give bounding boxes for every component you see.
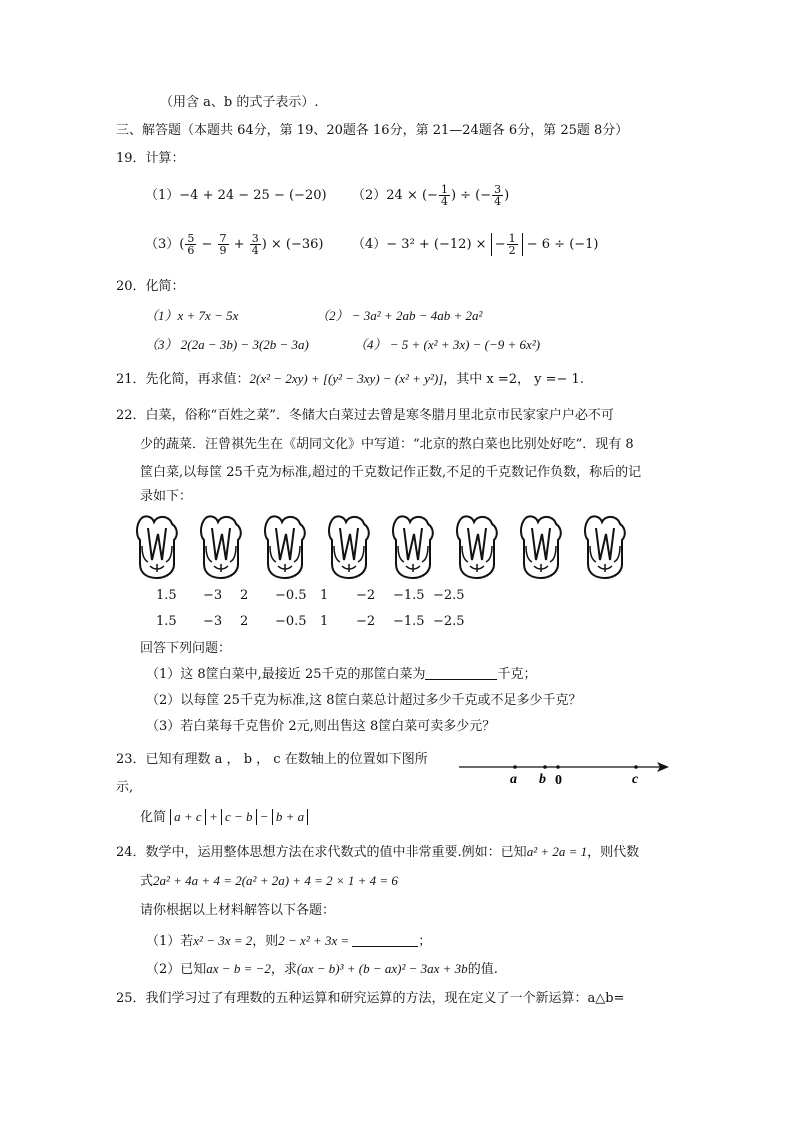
q24-example-equation: 2a² + 4a + 4 = 2(a² + 2a) + 4 = 2 × 1 + 4 = 6 (153, 873, 398, 888)
q20-part4: （4） − 5 + (x² + 3x) − (−9 + 6x²) (354, 337, 541, 352)
q24-line1 (116, 843, 639, 862)
fraction-denominator: 2 (508, 244, 516, 257)
q22-sub1 (146, 666, 537, 684)
q19-heading: 19．计算： (116, 151, 185, 166)
cabbage-value: 2 (240, 614, 249, 629)
q19-part4-prefix: （4）− 3² + (−12) × (352, 237, 487, 252)
fraction-denominator: 4 (251, 244, 259, 257)
q24-sub2-end: 的值. (467, 962, 498, 977)
q22-sub2: （2）以每筐 25千克为标准,这 8筐白菜总计超过多少千克或不足多少千克？ (146, 693, 582, 708)
cabbage-value: −0.5 (275, 614, 307, 629)
q19-part4-absolute-value (491, 233, 523, 256)
q19-part3-fraction1 (185, 233, 196, 256)
q19-part3-op2: + (229, 237, 249, 252)
q22-line4: 录如下： (140, 489, 193, 504)
q24-sub1-given: x² − 3x = 2 (193, 933, 253, 948)
fraction-numerator: 3 (251, 232, 259, 245)
q24-sub2-expression: (ax − b)³ + (b − ax)² − 3ax + 3b (296, 961, 468, 976)
q19-part4 (352, 232, 599, 258)
q19-part2-fraction2 (492, 184, 503, 207)
fraction-numerator: 3 (494, 183, 502, 196)
cabbage-values-row-2 (0, 614, 794, 632)
q22-line1: 22．白菜，俗称“百姓之菜”．冬储大白菜过去曾是寒冬腊月里北京市民家家户户必不可 (116, 408, 614, 423)
q24-sub1-end: ； (418, 934, 432, 949)
cabbage-icon (198, 514, 244, 580)
q19-part4-end: − 6 ÷ (−1) (526, 237, 599, 252)
fraction-numerator: 1 (508, 232, 516, 245)
q24-given-equation: a² + 2a = 1 (526, 844, 588, 859)
q22-ask: 回答下列问题： (140, 641, 232, 656)
q24-sub2-given: ax − b = −2 (206, 961, 271, 976)
q19-part3-fraction3 (250, 233, 261, 256)
cabbage-icon (454, 514, 500, 580)
q21-prefix: 21．先化简，再求值： (116, 372, 250, 387)
cabbage-value: −2 (356, 588, 376, 603)
point-c (634, 765, 638, 769)
label-b: b (539, 772, 546, 787)
q25-line1: 25．我们学习过了有理数的五种运算和研究运算的方法，现在定义了一个新运算：a△b= (116, 991, 625, 1006)
q22-line2: 少的蔬菜．汪曾祺先生在《胡同文化》中写道：“北京的熬白菜也比别处好吃”．现有 8 (140, 437, 634, 452)
q19-part2-fraction1 (439, 184, 450, 207)
cabbage-values-row-1 (0, 588, 794, 606)
q19-part3-op1: − (197, 237, 217, 252)
point-b (543, 765, 547, 769)
q23-simplify (140, 808, 308, 827)
q20-part3: （3） 2(2a − 3b) − 3(2b − 3a) (145, 337, 309, 352)
label-a: a (510, 772, 517, 787)
q22-sub1-text: （1）这 8筐白菜中,最接近 25千克的那筐白菜为 (146, 667, 426, 682)
cabbage-value: 2 (240, 588, 249, 603)
cabbage-value: −3 (203, 614, 223, 629)
q24-sub1-prefix: （1）若 (146, 934, 194, 949)
cabbage-icon (390, 514, 436, 580)
q22-sub1-unit: 千克； (497, 667, 537, 682)
q23-simplify-label: 化简 (140, 810, 167, 825)
point-zero (556, 765, 560, 769)
cabbage-icon (326, 514, 372, 580)
number-line (455, 754, 675, 788)
q23-line2: 示, (116, 780, 134, 795)
q24-sub1 (146, 932, 431, 951)
cabbage-value: 1 (320, 588, 329, 603)
fraction-numerator: 5 (187, 232, 195, 245)
fraction-numerator: 1 (440, 183, 448, 196)
fraction-numerator: 7 (219, 232, 227, 245)
q23-line1: 23．已知有理数 a ， b ， c 在数轴上的位置如下图所 (116, 752, 428, 767)
q24-line2-prefix: 式 (140, 874, 154, 889)
q22-sub3: （3）若白菜每千克售价 2元,则出售这 8筐白菜可卖多少元？ (146, 719, 496, 734)
q24-sub2-mid: ，求 (270, 962, 297, 977)
point-a (513, 765, 517, 769)
q19-part2 (352, 183, 509, 209)
fraction-denominator: 4 (440, 195, 448, 208)
cabbage-value: −1.5 (393, 614, 425, 629)
answer-blank[interactable] (425, 667, 497, 680)
cabbage-value: −1.5 (393, 588, 425, 603)
fraction-denominator: 9 (219, 244, 227, 257)
q24-line1-post: ，则代数 (587, 845, 640, 860)
fraction-denominator: 4 (494, 195, 502, 208)
answer-blank[interactable] (352, 934, 418, 947)
cabbage-icon (582, 514, 628, 580)
cabbage-icon (262, 514, 308, 580)
abs-inner-sign: − (494, 237, 506, 252)
q19-part3-end: ) × (−36) (261, 237, 324, 252)
q19-part3-prefix: （3）( (145, 237, 185, 252)
q21-expression: 2(x² − 2xy) + [(y² − 3xy) − (x² + y²)] (249, 371, 444, 386)
hint-line: （用含 a、b 的式子表示）. (160, 95, 319, 110)
q19-part3 (145, 232, 324, 258)
q24-sub1-expression: 2 − x² + 3x = (278, 933, 350, 948)
cabbage-value: −2 (356, 614, 376, 629)
cabbage-icon (518, 514, 564, 580)
q20-part1: （1）x + 7x − 5x (145, 308, 239, 323)
q24-sub1-mid: ，则 (252, 934, 279, 949)
cabbage-value: −2.5 (433, 614, 465, 629)
fraction-denominator: 6 (187, 244, 195, 257)
q24-sub2-prefix: （2）已知 (146, 962, 207, 977)
q19-part4-fraction (507, 233, 518, 256)
cabbage-value: −2.5 (433, 588, 465, 603)
label-c: c (632, 772, 639, 787)
q23-expression: a + c + c − b − b + a (170, 809, 308, 824)
q20-heading: 20．化简： (116, 279, 185, 294)
label-zero: 0 (555, 773, 562, 788)
cabbage-icon (134, 514, 180, 580)
q24-line1-text: 24．数学中，运用整体思想方法在求代数式的值中非常重要.例如：已知 (116, 845, 527, 860)
q21-line (116, 370, 584, 389)
cabbage-value: 1.5 (156, 588, 177, 603)
q24-line2 (140, 872, 398, 891)
q20-part2: （2） − 3a² + 2ab − 4ab + 2a² (316, 308, 483, 323)
cabbage-value: −0.5 (275, 588, 307, 603)
q19-part3-fraction2 (218, 233, 229, 256)
q22-line3: 筐白菜,以每筐 25千克为标准,超过的千克数记作正数,不足的千克数记作负数，称后的记 (140, 465, 642, 480)
cabbage-value: −3 (203, 588, 223, 603)
q19-part2-mid: ) ÷ (− (450, 188, 492, 203)
q24-line3: 请你根据以上材料解答以下各题： (140, 903, 336, 918)
q21-condition: ，其中 x =2， y =− 1. (443, 372, 584, 387)
q19-part2-end: ) (504, 188, 510, 203)
cabbage-value: 1.5 (156, 614, 177, 629)
q19-part1: （1）−4 + 24 − 25 − (−20) (145, 188, 327, 203)
cabbage-value: 1 (320, 614, 329, 629)
q24-sub2 (146, 960, 498, 979)
section-three-heading: 三、解答题（本题共 64分，第 19、20题各 16分，第 21—24题各 6分，第 25题 8分） (116, 123, 629, 138)
q19-part2-prefix: （2）24 × (− (352, 188, 438, 203)
